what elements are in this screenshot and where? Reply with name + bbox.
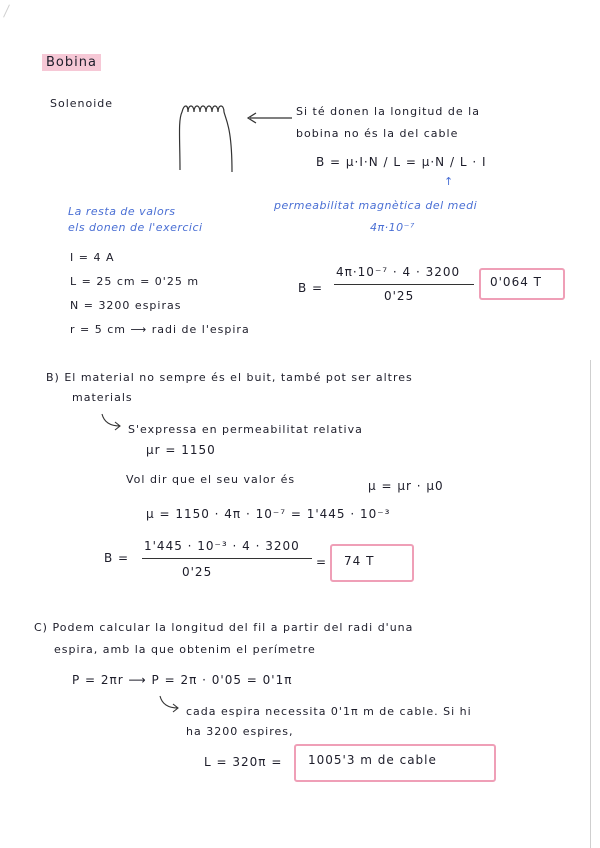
formula-b-lhs: B =	[104, 551, 130, 565]
part-c-note-2: ha 3200 espires,	[186, 725, 294, 738]
solenoid-label: Solenoide	[50, 97, 114, 110]
fraction-bar-b	[142, 558, 312, 559]
result-a: 0'064 T	[490, 275, 542, 289]
up-arrow-icon: ↑	[444, 175, 454, 188]
part-c-line-2: espira, amb la que obtenim el perímetre	[54, 643, 316, 656]
blue-note-left-1: La resta de valors	[68, 205, 176, 218]
data-line-length: L = 25 cm = 0'25 m	[70, 275, 200, 288]
arrow-icon	[244, 108, 294, 128]
formula-a-den: 0'25	[384, 289, 415, 303]
part-c-note-1: cada espira necessita 0'1π m de cable. Si hi	[186, 705, 472, 718]
part-b-vol-dir: Vol dir que el seu valor és	[126, 473, 296, 486]
part-b-relative: S'expressa en permeabilitat relativa	[128, 423, 363, 436]
formula-b-den: 0'25	[182, 565, 213, 579]
page-title	[42, 56, 101, 70]
part-c-final-lhs: L = 320π =	[204, 755, 283, 769]
blue-mu0: 4π·10⁻⁷	[370, 221, 415, 234]
part-c-final-result: 1005'3 m de cable	[308, 753, 437, 767]
part-b-mur: μr = 1150	[146, 443, 216, 457]
formula-b-main: B = μ·I·N / L = μ·N / L · I	[316, 155, 487, 169]
part-c-perimeter: P = 2πr ⟶ P = 2π · 0'05 = 0'1π	[72, 673, 293, 687]
data-line-radius: r = 5 cm ⟶ radi de l'espira	[70, 323, 250, 336]
scan-mark	[3, 4, 10, 17]
hook-arrow-icon-2	[158, 694, 182, 714]
part-b-line-1: B) El material no sempre és el buit, també pot ser altres	[46, 371, 413, 384]
part-c-line-1: C) Podem calcular la longitud del fil a partir del radi d'una	[34, 621, 414, 634]
hook-arrow-icon	[100, 412, 124, 432]
note-longitud-2: bobina no és la del cable	[296, 127, 459, 140]
part-b-mu-rel: μ = μr · μ0	[368, 479, 444, 493]
solenoid-coil-icon	[168, 100, 248, 180]
part-b-line-2: materials	[72, 391, 133, 404]
formula-a-num: 4π·10⁻⁷ · 4 · 3200	[336, 265, 461, 279]
fraction-bar-a	[334, 284, 474, 285]
data-line-current: I = 4 A	[70, 251, 115, 264]
result-b: 74 T	[344, 554, 375, 568]
title-text: Bobina	[42, 54, 101, 71]
note-longitud-1: Si té donen la longitud de la	[296, 105, 480, 118]
formula-a-lhs: B =	[298, 281, 324, 295]
formula-b-num: 1'445 · 10⁻³ · 4 · 3200	[144, 539, 300, 553]
part-b-mu-calc: μ = 1150 · 4π · 10⁻⁷ = 1'445 · 10⁻³	[146, 507, 391, 521]
data-line-turns: N = 3200 espiras	[70, 299, 182, 312]
scan-edge	[590, 360, 591, 848]
blue-note-perm: permeabilitat magnètica del medi	[274, 199, 478, 212]
blue-note-left-2: els donen de l'exercici	[68, 221, 203, 234]
equals-sign-b: =	[316, 555, 328, 569]
